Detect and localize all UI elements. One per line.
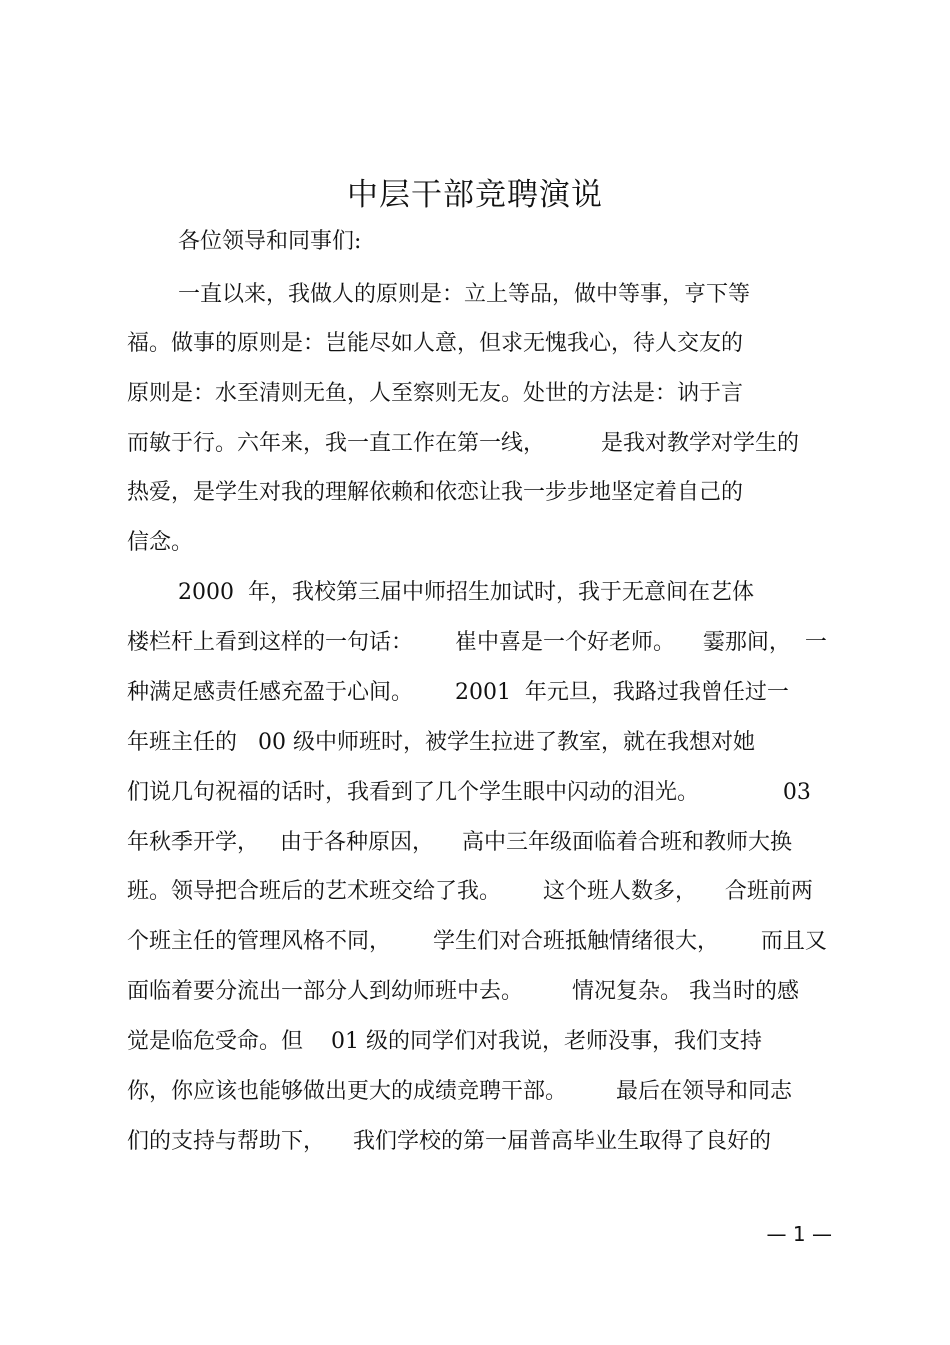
paragraph-line: 种满足感责任感充盈于心间。 2001 年元旦，我路过我曾任过一 <box>127 680 789 705</box>
paragraph-line: 2000 年，我校第三届中师招生加试时，我于无意间在艺体 <box>178 580 754 605</box>
paragraph-line: 信念。 <box>127 530 194 555</box>
paragraph-line: 觉是临危受命。但 01 级的同学们对我说，老师没事，我们支持 <box>127 1029 762 1054</box>
paragraph-line: 们说几句祝福的话时，我看到了几个学生眼中闪动的泪光。 03 <box>127 780 811 805</box>
salutation: 各位领导和同事们: <box>178 229 362 254</box>
paragraph-line: 班。领导把合班后的艺术班交给了我。 这个班人数多， 合班前两 <box>127 879 813 904</box>
paragraph-line: 个班主任的管理风格不同， 学生们对合班抵触情绪很大， 而且又 <box>127 929 827 954</box>
paragraph-line: 原则是：水至清则无鱼，人至察则无友。处世的方法是：讷于言 <box>127 381 744 406</box>
paragraph-line: 福。做事的原则是：岂能尽如人意，但求无愧我心，待人交友的 <box>127 331 744 356</box>
paragraph-line: 你，你应该也能够做出更大的成绩竞聘干部。 最后在领导和同志 <box>127 1079 792 1104</box>
paragraph-line: 年班主任的 00 级中师班时，被学生拉进了教室，就在我想对她 <box>127 730 755 755</box>
page-number: — 1 — <box>766 1222 832 1246</box>
paragraph-line: 一直以来，我做人的原则是：立上等品，做中等事，亨下等 <box>178 282 751 307</box>
paragraph-line: 而敏于行。六年来，我一直工作在第一线， 是我对教学对学生的 <box>127 431 799 456</box>
paragraph-line: 楼栏杆上看到这样的一句话： 崔中喜是一个好老师。 霎那间， 一 <box>127 630 827 655</box>
paragraph-line: 年秋季开学， 由于各种原因， 高中三年级面临着合班和教师大换 <box>127 830 792 855</box>
paragraph-line: 面临着要分流出一部分人到幼师班中去。 情况复杂。 我当时的感 <box>127 979 799 1004</box>
paragraph-line: 热爱，是学生对我的理解依赖和依恋让我一步步地坚定着自己的 <box>127 480 744 505</box>
paragraph-line: 们的支持与帮助下， 我们学校的第一届普高毕业生取得了良好的 <box>127 1129 771 1154</box>
document-title: 中层干部竞聘演说 <box>347 177 603 213</box>
